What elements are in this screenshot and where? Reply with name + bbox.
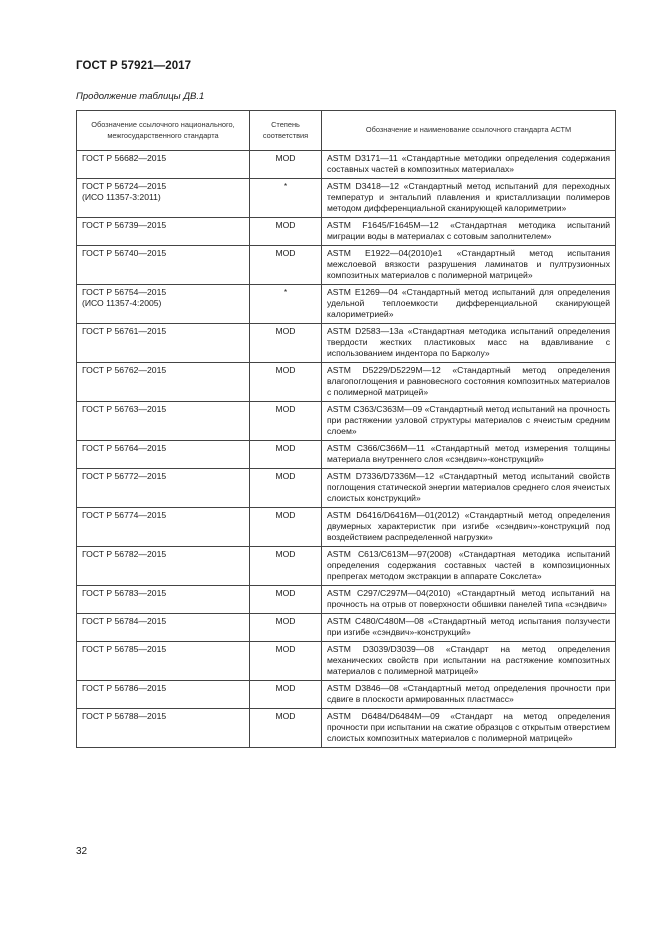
standard-cell: ГОСТ Р 56740—2015 — [77, 246, 250, 285]
description-cell: ASTM D7336/D7336M—12 «Стандартный метод испытаний свойств поглощения статической энергии материалов среднего слоя ячеистых слоистых конструкций» — [322, 469, 616, 508]
degree-cell: * — [250, 179, 322, 218]
table-continuation-caption: Продолжение таблицы ДВ.1 — [76, 91, 205, 102]
description-cell: ASTM D3171—11 «Стандартные методики определения содержания составных частей в композитных материалах» — [322, 151, 616, 179]
description-cell: ASTM D3418—12 «Стандартный метод испытаний для переходных температур и энтальпий плавления и кристаллизации полимеров методом дифференциальной сканирующей калориметрии» — [322, 179, 616, 218]
degree-cell: MOD — [250, 614, 322, 642]
table-row — [77, 469, 616, 508]
table-row — [77, 709, 616, 748]
standard-cell: ГОСТ Р 56783—2015 — [77, 586, 250, 614]
description-cell: ASTM D3039/D3039—08 «Стандарт на метод определения механических свойств при испытании на растяжение композитных материалов с полимерной матрицей» — [322, 642, 616, 681]
table-row — [77, 402, 616, 441]
reference-standards-table — [76, 110, 616, 748]
table-row — [77, 586, 616, 614]
table-row — [77, 614, 616, 642]
table-header-row — [77, 111, 616, 151]
degree-cell: MOD — [250, 642, 322, 681]
table-row — [77, 441, 616, 469]
description-cell: ASTM C480/C480M—08 «Стандартный метод испытания ползучести при изгибе «сэндвич»-конструкций» — [322, 614, 616, 642]
description-cell: ASTM D6416/D6416M—01(2012) «Стандартный метод определения двумерных характеристик при изгибе «сэндвич»-конструкций под воздействием распределенной нагрузки» — [322, 508, 616, 547]
table-row — [77, 324, 616, 363]
degree-cell: * — [250, 285, 322, 324]
description-cell: ASTM D6484/D6484M—09 «Стандарт на метод определения прочности при испытании на сжатие образцов с открытым отверстием слоистых композитных материалов с полимерной матрицей» — [322, 709, 616, 748]
degree-cell: MOD — [250, 402, 322, 441]
table-row — [77, 246, 616, 285]
standard-cell: ГОСТ Р 56761—2015 — [77, 324, 250, 363]
standard-cell: ГОСТ Р 56784—2015 — [77, 614, 250, 642]
standard-cell: ГОСТ Р 56785—2015 — [77, 642, 250, 681]
description-cell: ASTM E1922—04(2010)e1 «Стандартный метод испытания межслоевой вязкости разрушения ламинатов и пултрузионных композитных материалов с полимерной матрицей» — [322, 246, 616, 285]
standard-cell: ГОСТ Р 56782—2015 — [77, 547, 250, 586]
standard-cell: ГОСТ Р 56772—2015 — [77, 469, 250, 508]
standard-cell: ГОСТ Р 56763—2015 — [77, 402, 250, 441]
table-body — [77, 151, 616, 748]
column-header-national-standard: Обозначение ссылочного национального, межгосударственного стандарта — [77, 111, 250, 151]
table-row — [77, 218, 616, 246]
degree-cell: MOD — [250, 508, 322, 547]
description-cell: ASTM C613/C613M—97(2008) «Стандартная методика испытаний определения содержания составных частей в композиционных препрегах методом экстракции в аппарате Сокслета» — [322, 547, 616, 586]
document-title: ГОСТ Р 57921—2017 — [76, 60, 192, 72]
degree-cell: MOD — [250, 218, 322, 246]
degree-cell: MOD — [250, 586, 322, 614]
column-header-astm-standard: Обозначение и наименование ссылочного стандарта АСТМ — [322, 111, 616, 151]
table-row — [77, 151, 616, 179]
table-row — [77, 681, 616, 709]
degree-cell: MOD — [250, 363, 322, 402]
degree-cell: MOD — [250, 246, 322, 285]
description-cell: ASTM E1269—04 «Стандартный метод испытаний для определения удельной теплоемкости дифференциальной сканирующей калориметрией» — [322, 285, 616, 324]
description-cell: ASTM D5229/D5229M—12 «Стандартный метод определения влагопоглощения и равновесного состояния композитных материалов с полимерной матрицей» — [322, 363, 616, 402]
table-row — [77, 508, 616, 547]
table-row — [77, 363, 616, 402]
standard-cell: ГОСТ Р 56788—2015 — [77, 709, 250, 748]
standard-cell: ГОСТ Р 56774—2015 — [77, 508, 250, 547]
standard-cell: ГОСТ Р 56754—2015 (ИСО 11357-4:2005) — [77, 285, 250, 324]
description-cell: ASTM C363/C363M—09 «Стандартный метод испытаний на прочность при растяжении узловой структуры материалов с ячеистым средним слоем» — [322, 402, 616, 441]
table-row — [77, 285, 616, 324]
degree-cell: MOD — [250, 469, 322, 508]
standard-cell: ГОСТ Р 56786—2015 — [77, 681, 250, 709]
degree-cell: MOD — [250, 681, 322, 709]
degree-cell: MOD — [250, 547, 322, 586]
column-header-degree: Степень соответствия — [250, 111, 322, 151]
standard-cell: ГОСТ Р 56682—2015 — [77, 151, 250, 179]
table-row — [77, 547, 616, 586]
page-number: 32 — [76, 846, 88, 857]
description-cell: ASTM C297/C297M—04(2010) «Стандартный метод испытаний на прочность на отрыв от поверхности обшивки панелей типа «сэндвич» — [322, 586, 616, 614]
standard-cell: ГОСТ Р 56724—2015 (ИСО 11357-3:2011) — [77, 179, 250, 218]
description-cell: ASTM F1645/F1645M—12 «Стандартная методика испытаний миграции воды в материалах с сотовым заполнителем» — [322, 218, 616, 246]
standard-cell: ГОСТ Р 56739—2015 — [77, 218, 250, 246]
degree-cell: MOD — [250, 441, 322, 469]
standard-cell: ГОСТ Р 56764—2015 — [77, 441, 250, 469]
table-row — [77, 179, 616, 218]
degree-cell: MOD — [250, 709, 322, 748]
standard-cell: ГОСТ Р 56762—2015 — [77, 363, 250, 402]
description-cell: ASTM D3846—08 «Стандартный метод определения прочности при сдвиге в плоскости армированных пластмасс» — [322, 681, 616, 709]
degree-cell: MOD — [250, 324, 322, 363]
table-row — [77, 642, 616, 681]
description-cell: ASTM C366/C366M—11 «Стандартный метод измерения толщины материала внутреннего слоя «сэндвич»-конструкций» — [322, 441, 616, 469]
description-cell: ASTM D2583—13а «Стандартная методика испытаний определения твердости жестких пластиковых масс на вдавливание с использованием индентора по Барколу» — [322, 324, 616, 363]
degree-cell: MOD — [250, 151, 322, 179]
